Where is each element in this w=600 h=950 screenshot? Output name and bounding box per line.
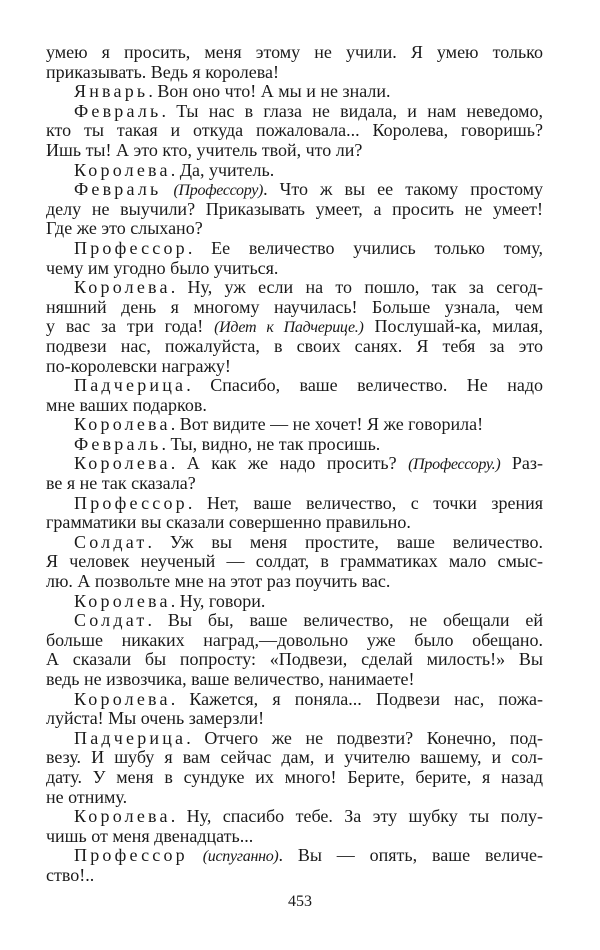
dialogue-text: ве я не так сказала? xyxy=(46,473,196,494)
paragraph xyxy=(46,494,543,533)
paragraph xyxy=(46,729,543,807)
dialogue-text: кто ты такая и откуда пожаловала... Королева, говоришь? xyxy=(46,120,543,141)
paragraph xyxy=(46,592,543,612)
dialogue-text: . Ну, спасибо тебе. За эту шубку ты полу- xyxy=(170,806,543,827)
dialogue-text: Послушай-ка, милая, xyxy=(363,316,543,337)
text-line xyxy=(46,690,543,710)
text-line xyxy=(46,278,543,298)
paragraph xyxy=(46,278,543,376)
dialogue-text: . Спасибо, ваше величество. Не надо xyxy=(186,375,543,396)
paragraph xyxy=(46,533,543,592)
dialogue-text: . Ну, говори. xyxy=(170,590,266,611)
text-line xyxy=(46,768,543,788)
text-line xyxy=(46,827,543,847)
text-line xyxy=(46,592,543,612)
text-line xyxy=(46,807,543,827)
text-line xyxy=(46,317,543,337)
speaker-name: Профессор xyxy=(74,237,188,258)
dialogue-text: подвези нас, пожалуйста, в своих санях. Я тебя за это xyxy=(46,335,543,356)
paragraph xyxy=(46,690,543,729)
dialogue-text: по-королевски награжу! xyxy=(46,355,231,376)
dialogue-text: не отниму. xyxy=(46,786,128,807)
speaker-name: Падчерица xyxy=(74,727,187,748)
dialogue-text: луйста! Мы очень замерзли! xyxy=(46,708,265,729)
text-line xyxy=(46,376,543,396)
text-line xyxy=(46,729,543,749)
dialogue-text: . Кажется, я поняла... Подвези нас, пожа- xyxy=(170,688,543,709)
book-page-text xyxy=(46,43,543,886)
speaker-name: Королева xyxy=(74,414,171,435)
dialogue-text: везу. И шубу я вам сейчас дам, и учителю вашему, и сол- xyxy=(46,747,543,768)
text-line xyxy=(46,748,543,768)
dialogue-text: делу не выучили? Приказывать умеет, а просить не умеет! xyxy=(46,198,543,219)
text-line xyxy=(46,161,543,181)
text-line xyxy=(46,180,543,200)
text-line xyxy=(46,298,543,318)
text-line xyxy=(46,866,543,886)
dialogue-text: . Вот видите — не хочет! Я же говорила! xyxy=(170,414,484,435)
paragraph xyxy=(46,846,543,885)
paragraph xyxy=(46,807,543,846)
text-line xyxy=(46,788,543,808)
speaker-name: Январь xyxy=(74,81,149,102)
dialogue-text: . Ее величество учились только тому, xyxy=(187,237,543,258)
text-line xyxy=(46,63,543,83)
speaker-name: Королева xyxy=(74,277,171,298)
text-line xyxy=(46,259,543,279)
stage-direction: (испуганно) xyxy=(202,848,279,866)
speaker-name: Королева xyxy=(74,159,171,180)
paragraph xyxy=(46,180,543,239)
text-line xyxy=(46,631,543,651)
dialogue-text: умею я просить, меня этому не учили. Я умею только xyxy=(46,42,543,62)
speaker-name: Королева xyxy=(74,590,171,611)
speaker-name: Февраль xyxy=(74,179,162,200)
text-line xyxy=(46,219,543,239)
text-line xyxy=(46,141,543,161)
dialogue-text: у вас за три года! xyxy=(46,316,215,337)
stage-direction: (Идет к Падчерице.) xyxy=(214,319,364,337)
text-line xyxy=(46,396,543,416)
dialogue-text: чишь от меня двенадцать... xyxy=(46,825,254,846)
dialogue-text: грамматики вы сказали совершенно правильно. xyxy=(46,512,411,533)
text-line xyxy=(46,200,543,220)
text-line xyxy=(46,474,543,494)
speaker-name: Февраль xyxy=(74,433,162,454)
speaker-name: Профессор xyxy=(74,845,188,866)
stage-direction: (Профессору.) xyxy=(408,456,501,474)
text-line xyxy=(46,650,543,670)
paragraph xyxy=(46,454,543,493)
dialogue-text: . Вон оно что! А мы и не знали. xyxy=(148,81,391,102)
speaker-name: Королева xyxy=(74,453,171,474)
speaker-name: Королева xyxy=(74,806,171,827)
paragraph xyxy=(46,82,543,102)
speaker-name: Профессор xyxy=(74,492,188,513)
dialogue-text: . Что ж вы ее такому простому xyxy=(263,179,543,200)
dialogue-text: чему им угодно было учиться. xyxy=(46,257,279,278)
text-line xyxy=(46,513,543,533)
dialogue-text: . Нет, ваше величество, с точки зрения xyxy=(187,492,543,513)
dialogue-text: . Ну, уж если на то пошло, так за сегод- xyxy=(170,277,543,298)
text-line xyxy=(46,611,543,631)
dialogue-text: няшний день я многому научилась! Больше узнала, чем xyxy=(46,296,543,317)
dialogue-text: . Да, учитель. xyxy=(170,159,275,180)
paragraph xyxy=(46,415,543,435)
paragraph xyxy=(46,376,543,415)
text-line xyxy=(46,454,543,474)
dialogue-text: дату. У меня в сундуке их много! Берите, берите, я назад xyxy=(46,766,543,787)
text-line xyxy=(46,415,543,435)
dialogue-text: . Уж вы меня простите, ваше величество. xyxy=(147,531,543,552)
text-line xyxy=(46,494,543,514)
speaker-name: Солдат xyxy=(74,610,148,631)
dialogue-text: Я человек неученый — солдат, в грамматиках мало смыс- xyxy=(46,551,543,572)
dialogue-text: . Вы бы, ваше величество, не обещали ей xyxy=(147,610,543,631)
dialogue-text: . Ты, видно, не так просишь. xyxy=(161,433,381,454)
dialogue-text: лю. А позвольте мне на этот раз поучить вас. xyxy=(46,571,391,592)
text-line xyxy=(46,435,543,455)
paragraph xyxy=(46,43,543,82)
text-line xyxy=(46,337,543,357)
text-line xyxy=(46,357,543,377)
dialogue-text: ведь не извозчика, ваше величество, нанимаете! xyxy=(46,669,415,689)
page-number: 453 xyxy=(288,893,312,910)
dialogue-text: . Вы — опять, ваше величе- xyxy=(278,845,543,866)
speaker-name: Королева xyxy=(74,688,171,709)
text-line xyxy=(46,239,543,259)
dialogue-text: А сказали бы попросту: «Подвези, сделай милость!» Вы xyxy=(46,649,543,670)
text-line xyxy=(46,846,543,866)
dialogue-text: больше никаких наград,—довольно уже было обещано. xyxy=(46,629,543,650)
dialogue-text: Раз- xyxy=(500,453,543,474)
text-line xyxy=(46,121,543,141)
dialogue-text xyxy=(161,179,173,199)
dialogue-text: мне ваших подарков. xyxy=(46,394,207,415)
speaker-name: Падчерица xyxy=(74,375,187,396)
text-line xyxy=(46,533,543,553)
dialogue-text: . А как же надо просить? xyxy=(170,453,409,474)
text-line xyxy=(46,102,543,122)
text-line xyxy=(46,82,543,102)
dialogue-text: ство!.. xyxy=(46,864,95,885)
speaker-name: Февраль xyxy=(74,100,162,121)
stage-direction: (Профессору) xyxy=(173,182,264,200)
dialogue-text: . Отчего же не подвезти? Конечно, под- xyxy=(186,727,543,748)
paragraph xyxy=(46,239,543,278)
paragraph xyxy=(46,102,543,161)
dialogue-text: Ишь ты! А это кто, учитель твой, что ли? xyxy=(46,139,363,160)
dialogue-text: Где же это слыхано? xyxy=(46,218,203,239)
text-line xyxy=(46,670,543,690)
dialogue-text: приказывать. Ведь я королева! xyxy=(46,61,280,82)
dialogue-text: . Ты нас в глаза не видала, и нам неведомо, xyxy=(161,100,543,121)
paragraph xyxy=(46,435,543,455)
dialogue-text xyxy=(188,845,203,865)
paragraph xyxy=(46,161,543,181)
paragraph xyxy=(46,611,543,689)
text-line xyxy=(46,572,543,592)
speaker-name: Солдат xyxy=(74,531,148,552)
text-line xyxy=(46,709,543,729)
text-line xyxy=(46,552,543,572)
text-line xyxy=(46,43,543,63)
